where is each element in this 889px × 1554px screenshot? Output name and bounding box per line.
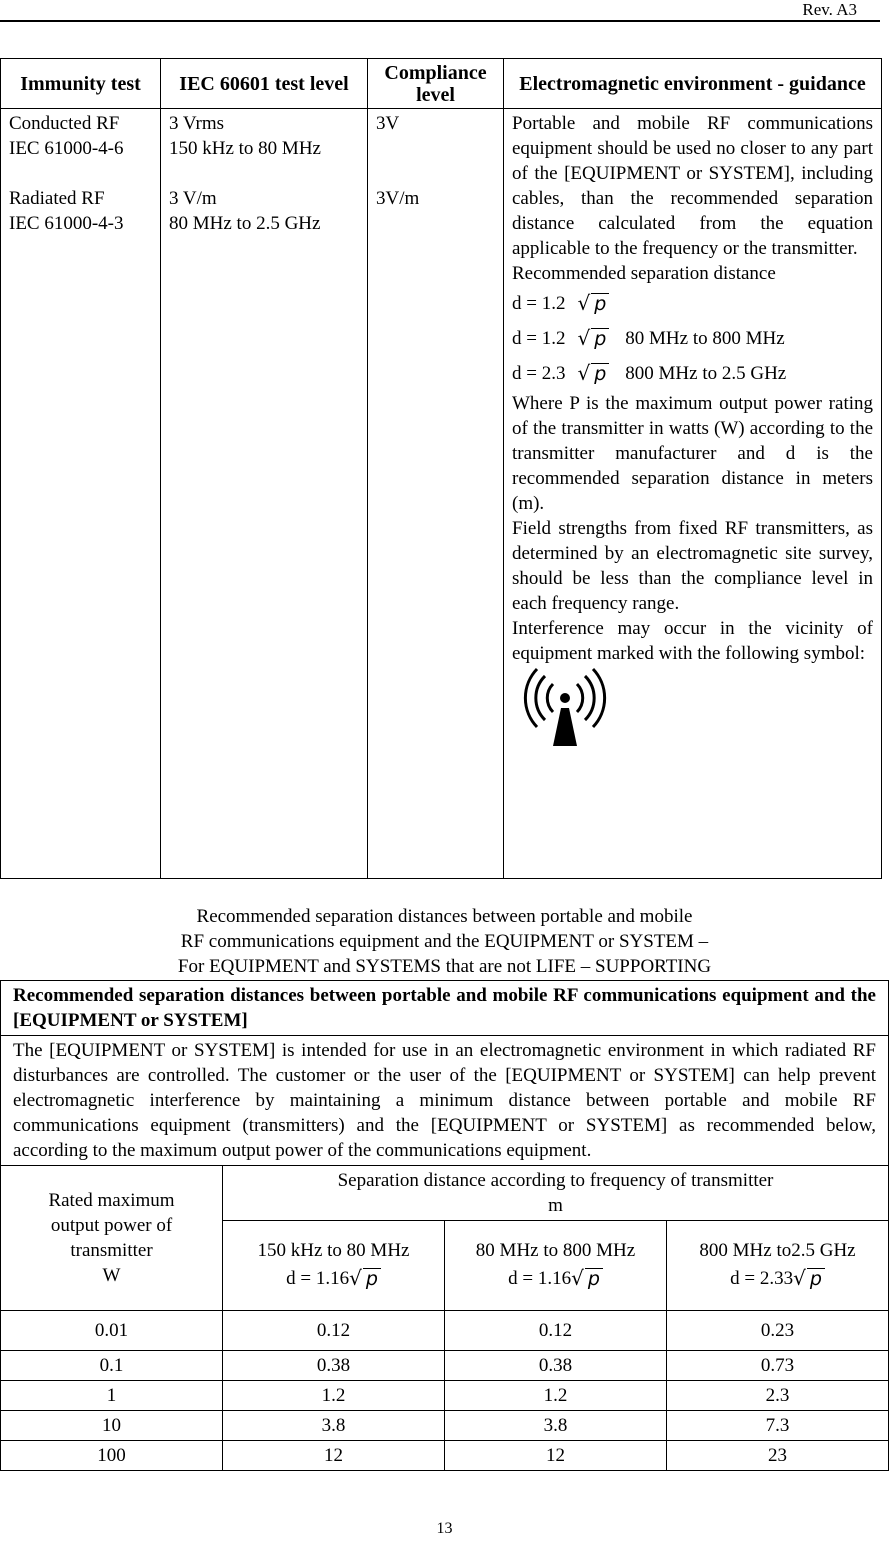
sqrt-icon: √ <box>577 291 591 315</box>
table-row <box>1 1441 889 1471</box>
sep-header-text: Separation distance according to frequency of transmitter <box>337 1170 774 1191</box>
caption-line-3: For EQUIPMENT and SYSTEMS that are not LIFE – SUPPORTING <box>177 956 712 977</box>
eq-var: p <box>585 1268 603 1289</box>
table-cell: 3.8 <box>445 1411 667 1441</box>
test-standard: IEC 61000-4-3 <box>9 213 124 234</box>
eq-prefix: d = 2.3 <box>512 363 566 384</box>
table-cell: 1 <box>1 1381 223 1411</box>
sqrt-icon: √ <box>793 1265 806 1290</box>
band-range: 800 MHz to2.5 GHz <box>699 1240 856 1261</box>
table-cell: 100 <box>1 1441 223 1471</box>
table-cell: 12 <box>445 1441 667 1471</box>
table-cell: 10 <box>1 1411 223 1441</box>
test-range: 80 MHz to 2.5 GHz <box>169 213 321 234</box>
table-cell: 0.1 <box>1 1351 223 1381</box>
rated-header-line: transmitter <box>70 1240 153 1261</box>
field-text: Field strengths from fixed RF transmitters, as determined by an electromagnetic site survey, should be less than the compliance level in each frequency range. <box>512 518 873 614</box>
table-row <box>1 1311 889 1351</box>
separation-table-title: Recommended separation distances between portable and mobile RF communications equipment and the [EQUIPMENT or SYSTEM] <box>1 981 889 1036</box>
guidance-intro: Portable and mobile RF communications equipment should be used no closer to any part of the [EQUIPMENT or SYSTEM], including cables, than the recommended separation distance calculated from the equation applicable to the frequency or the transmitter. <box>512 113 873 259</box>
table-row <box>1 1381 889 1411</box>
compliance-cell <box>368 109 504 879</box>
where-text: Where P is the maximum output power rating of the transmitter in watts (W) according to the transmitter manufacturer and d is the recommended separation distance in meters (m). <box>512 393 873 514</box>
equation-1 <box>512 286 873 321</box>
table-cell: 1.2 <box>445 1381 667 1411</box>
band-eq: d = 1.16 <box>286 1267 350 1289</box>
immunity-table <box>0 58 882 879</box>
caption-line-2: RF communications equipment and the EQUIPMENT or SYSTEM – <box>180 931 709 952</box>
sqrt-icon: √ <box>349 1265 362 1290</box>
rated-header-line: Rated maximum <box>48 1190 175 1211</box>
table-cell: 0.73 <box>667 1351 889 1381</box>
header-rule <box>0 20 880 22</box>
page-number: 13 <box>436 1520 453 1537</box>
compliance-level: 3V <box>376 113 400 134</box>
eq-var: p <box>807 1268 825 1289</box>
band-header-2 <box>445 1221 667 1311</box>
band-header-1 <box>223 1221 445 1311</box>
test-range: 150 kHz to 80 MHz <box>169 138 321 159</box>
table-cell: 0.38 <box>223 1351 445 1381</box>
test-levels-cell <box>161 109 368 879</box>
band-eq: d = 1.16 <box>508 1267 572 1289</box>
eq-var: p <box>591 363 609 384</box>
eq-prefix: d = 1.2 <box>512 328 566 349</box>
test-name: Radiated RF <box>9 188 105 209</box>
table-cell: 0.12 <box>445 1311 667 1351</box>
equation-3 <box>512 356 873 391</box>
rec-distance-label: Recommended separation distance <box>512 263 776 284</box>
col-header-immunity-test: Immunity test <box>1 59 161 109</box>
test-standard: IEC 61000-4-6 <box>9 138 124 159</box>
compliance-level: 3V/m <box>376 188 420 209</box>
immunity-tests-cell <box>1 109 161 879</box>
rated-power-header <box>1 1166 223 1311</box>
band-eq: d = 2.33 <box>730 1267 794 1289</box>
test-level: 3 Vrms <box>169 113 224 134</box>
table-row <box>1 1411 889 1441</box>
guidance-cell <box>504 109 882 879</box>
eq-range: 80 MHz to 800 MHz <box>625 328 785 349</box>
table-cell: 0.01 <box>1 1311 223 1351</box>
eq-prefix: d = 1.2 <box>512 293 566 314</box>
eq-var: p <box>591 328 609 349</box>
caption-line-1: Recommended separation distances between portable and mobile <box>196 906 693 927</box>
separation-distance-header <box>223 1166 889 1221</box>
table-cell: 12 <box>223 1441 445 1471</box>
rated-header-line: W <box>102 1265 121 1286</box>
test-name: Conducted RF <box>9 113 120 134</box>
band-header-3 <box>667 1221 889 1311</box>
equation-2 <box>512 321 873 356</box>
table-cell: 1.2 <box>223 1381 445 1411</box>
eq-var: p <box>591 293 609 314</box>
table-cell: 0.12 <box>223 1311 445 1351</box>
table-cell: 0.38 <box>445 1351 667 1381</box>
eq-range: 800 MHz to 2.5 GHz <box>625 363 787 384</box>
sqrt-icon: √ <box>577 361 591 385</box>
sqrt-icon: √ <box>571 1265 584 1290</box>
table-cell: 2.3 <box>667 1381 889 1411</box>
sqrt-icon: √ <box>577 326 591 350</box>
band-range: 150 kHz to 80 MHz <box>257 1240 410 1261</box>
separation-table-intro: The [EQUIPMENT or SYSTEM] is intended for use in an electromagnetic environment in which radiated RF disturbances are controlled. The customer or the user of the [EQUIPMENT or SYSTEM] can help prevent electromagnetic interference by maintaining a minimum distance between portable and mobile RF communications equipment (transmitters) and the [EQUIPMENT or SYSTEM] as recommended below, according to the maximum output power of the communications equipment. <box>1 1036 889 1166</box>
revision-label: Rev. A3 <box>802 0 857 19</box>
table-cell: 3.8 <box>223 1411 445 1441</box>
table-row <box>1 1351 889 1381</box>
non-ionizing-radiation-icon <box>512 666 622 750</box>
test-level: 3 V/m <box>169 188 217 209</box>
interference-text: Interference may occur in the vicinity of equipment marked with the following symbol: <box>512 618 873 664</box>
sep-header-unit: m <box>548 1195 563 1216</box>
rated-header-line: output power of <box>50 1215 173 1236</box>
table-cell: 23 <box>667 1441 889 1471</box>
eq-var: p <box>363 1268 381 1289</box>
separation-table <box>0 980 889 1471</box>
col-header-iec-level: IEC 60601 test level <box>161 59 368 109</box>
col-header-guidance: Electromagnetic environment - guidance <box>504 59 882 109</box>
table-cell: 0.23 <box>667 1311 889 1351</box>
col-header-compliance: Compliance level <box>368 59 504 109</box>
table-cell: 7.3 <box>667 1411 889 1441</box>
band-range: 80 MHz to 800 MHz <box>475 1240 636 1261</box>
